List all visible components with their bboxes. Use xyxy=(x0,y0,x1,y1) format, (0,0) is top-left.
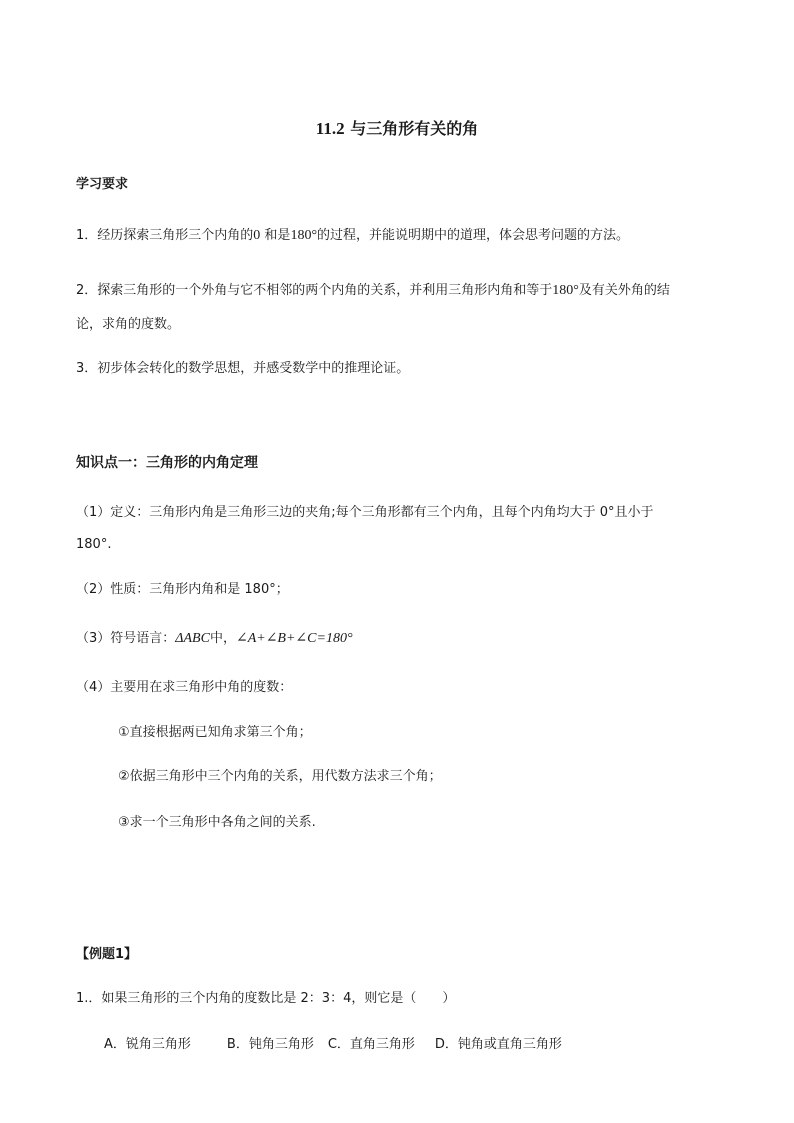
requirements-heading: 学习要求 xyxy=(76,177,129,192)
requirement-1-mid: 和是 xyxy=(264,228,291,243)
symbol-prefix: （3）符号语言： xyxy=(76,631,176,646)
definition-line2: 180°. xyxy=(76,537,112,552)
requirement-2-line2: 论，求角的度数。 xyxy=(76,317,181,332)
requirement-1-zero: 0 xyxy=(253,228,261,243)
requirement-2-prefix: 2．探索三角形的一个外角与它不相邻的两个内角的关系，并利用三角形内角和等于 xyxy=(76,283,553,298)
option-c: C．直角三角形 xyxy=(327,1037,415,1052)
section-title: 与三角形有关的角 xyxy=(350,119,479,138)
property-line: （2）性质：三角形内角和是 180°； xyxy=(76,582,289,597)
requirement-1 xyxy=(76,226,629,246)
requirement-2-degree: 180° xyxy=(552,283,579,298)
option-a: A．锐角三角形 xyxy=(104,1037,191,1052)
usage-item-3: ③求一个三角形中各角之间的关系. xyxy=(118,815,316,830)
requirement-2-suffix: 及有关外角的结 xyxy=(578,283,670,298)
example-question: 1.．如果三角形的三个内角的度数比是 2：3：4，则它是（ ） xyxy=(76,991,456,1006)
requirement-3: 3．初步体会转化的数学思想，并感受数学中的推理论证。 xyxy=(76,361,410,376)
requirement-1-suffix: 的过程，并能说明期中的道理，体会思考问题的方法。 xyxy=(317,228,630,243)
page-title xyxy=(0,118,794,140)
requirement-1-prefix: 1．经历探索三角形三个内角的 xyxy=(76,228,254,243)
requirement-1-degree: 180° xyxy=(290,228,318,243)
knowledge-heading: 知识点一：三角形的内角定理 xyxy=(76,455,258,471)
example-heading: 【例题1】 xyxy=(76,947,138,962)
usage-item-1: ①直接根据两已知角求第三个角； xyxy=(118,725,312,740)
symbol-mid: 中， xyxy=(209,631,236,646)
symbol-language xyxy=(76,629,353,649)
usage-line: （4）主要用在求三角形中角的度数： xyxy=(76,680,293,695)
definition-line1: （1）定义：三角形内角是三角形三边的夹角;每个三角形都有三个内角，且每个内角均大于 0°且小于 xyxy=(76,505,654,520)
option-d: D．钝角或直角三角形 xyxy=(434,1037,562,1052)
answer-options xyxy=(104,1035,576,1055)
triangle-notation: ΔABC xyxy=(175,631,210,646)
section-number: 11.2 xyxy=(315,119,345,138)
requirement-2-line1 xyxy=(76,281,670,301)
angle-sum-formula: ∠A+∠B+∠C=180° xyxy=(235,631,353,646)
option-b: B．钝角三角形 xyxy=(226,1037,314,1052)
usage-item-2: ②依据三角形中三个内角的关系，用代数方法求三个角； xyxy=(118,769,442,784)
